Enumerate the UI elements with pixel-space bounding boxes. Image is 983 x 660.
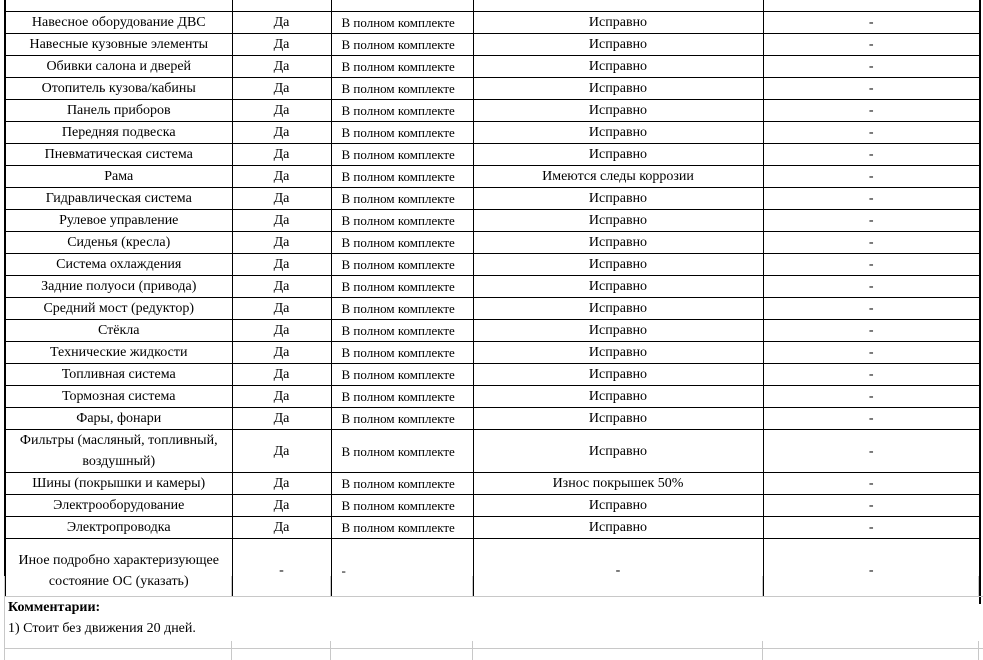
item-name-cell[interactable]: Система охлаждения: [5, 254, 232, 276]
note-cell[interactable]: -: [763, 430, 980, 473]
item-name-cell[interactable]: Электрооборудование: [5, 495, 232, 517]
table-row: [5, 78, 980, 100]
item-name-cell[interactable]: Стёкла: [5, 320, 232, 342]
present-cell[interactable]: Да: [232, 144, 331, 166]
present-cell[interactable]: Да: [232, 122, 331, 144]
table-row: [5, 495, 980, 517]
note-cell[interactable]: -: [763, 517, 980, 539]
condition-cell[interactable]: Исправно: [473, 386, 763, 408]
note-cell[interactable]: -: [763, 298, 980, 320]
condition-cell[interactable]: Исправно: [473, 276, 763, 298]
note-cell[interactable]: -: [763, 166, 980, 188]
table-row: [5, 320, 980, 342]
condition-cell[interactable]: Исправно: [473, 517, 763, 539]
present-cell[interactable]: Да: [232, 408, 331, 430]
completeness-cell[interactable]: В полном комплекте: [331, 254, 473, 276]
completeness-cell[interactable]: В полном комплекте: [331, 166, 473, 188]
item-name-cell[interactable]: Иное подробно характеризующее состояние ОС (указать): [5, 539, 232, 604]
completeness-cell[interactable]: В полном комплекте: [331, 56, 473, 78]
item-name-cell[interactable]: Рама: [5, 166, 232, 188]
completeness-cell[interactable]: -: [331, 539, 473, 604]
table-row: [5, 430, 980, 473]
present-cell[interactable]: Да: [232, 166, 331, 188]
note-cell[interactable]: -: [763, 78, 980, 100]
condition-cell[interactable]: -: [473, 539, 763, 604]
item-name-cell[interactable]: Гидравлическая система: [5, 188, 232, 210]
completeness-cell[interactable]: В полном комплекте: [331, 210, 473, 232]
condition-cell[interactable]: Исправно: [473, 56, 763, 78]
present-cell[interactable]: -: [232, 539, 331, 604]
comments-text: 1) Стоит без движения 20 дней.: [8, 621, 196, 636]
completeness-cell[interactable]: В полном комплекте: [331, 473, 473, 495]
completeness-cell[interactable]: В полном комплекте: [331, 144, 473, 166]
item-name-cell[interactable]: Рулевое управление: [5, 210, 232, 232]
note-cell[interactable]: -: [763, 276, 980, 298]
note-cell[interactable]: -: [763, 34, 980, 56]
condition-cell[interactable]: Исправно: [473, 232, 763, 254]
completeness-cell[interactable]: В полном комплекте: [331, 342, 473, 364]
present-cell[interactable]: Да: [232, 188, 331, 210]
note-cell[interactable]: -: [763, 122, 980, 144]
note-cell[interactable]: -: [763, 495, 980, 517]
completeness-cell[interactable]: В полном комплекте: [331, 34, 473, 56]
condition-cell[interactable]: Исправно: [473, 144, 763, 166]
table-row: [5, 122, 980, 144]
note-cell[interactable]: [763, 0, 980, 12]
table-row: [5, 210, 980, 232]
table-row: [5, 254, 980, 276]
present-cell[interactable]: Да: [232, 232, 331, 254]
note-cell[interactable]: -: [763, 232, 980, 254]
item-name-cell[interactable]: Электропроводка: [5, 517, 232, 539]
condition-cell[interactable]: Исправно: [473, 364, 763, 386]
item-name-cell[interactable]: Навесное оборудование ДВС: [5, 12, 232, 34]
present-cell[interactable]: Да: [232, 495, 331, 517]
note-cell[interactable]: -: [763, 56, 980, 78]
present-cell[interactable]: Да: [232, 276, 331, 298]
table-row: [5, 56, 980, 78]
condition-cell[interactable]: [473, 0, 763, 12]
note-cell[interactable]: -: [763, 320, 980, 342]
table-row: [5, 386, 980, 408]
table-row: [5, 166, 980, 188]
completeness-cell[interactable]: В полном комплекте: [331, 12, 473, 34]
item-name-cell[interactable]: Панель приборов: [5, 100, 232, 122]
completeness-cell[interactable]: В полном комплекте: [331, 188, 473, 210]
completeness-cell[interactable]: В полном комплекте: [331, 78, 473, 100]
item-name-cell[interactable]: Технические жидкости: [5, 342, 232, 364]
present-cell[interactable]: Да: [232, 78, 331, 100]
present-cell[interactable]: Да: [232, 56, 331, 78]
condition-table: [4, 0, 981, 604]
table-row: [5, 517, 980, 539]
note-cell[interactable]: -: [763, 342, 980, 364]
condition-cell[interactable]: Исправно: [473, 210, 763, 232]
item-name-cell[interactable]: Шины (покрышки и камеры): [5, 473, 232, 495]
condition-cell[interactable]: Исправно: [473, 495, 763, 517]
condition-cell[interactable]: Исправно: [473, 78, 763, 100]
condition-cell[interactable]: Исправно: [473, 408, 763, 430]
condition-cell[interactable]: Исправно: [473, 298, 763, 320]
comments-title: Комментарии:: [8, 600, 101, 615]
completeness-cell[interactable]: В полном комплекте: [331, 495, 473, 517]
present-cell[interactable]: Да: [232, 517, 331, 539]
item-name-cell[interactable]: Сиденья (кресла): [5, 232, 232, 254]
grid-line: [4, 648, 983, 649]
completeness-cell[interactable]: В полном комплекте: [331, 276, 473, 298]
completeness-cell[interactable]: В полном комплекте: [331, 122, 473, 144]
item-name-cell[interactable]: Топливная система: [5, 364, 232, 386]
condition-cell[interactable]: Исправно: [473, 430, 763, 473]
item-name-cell[interactable]: Фары, фонари: [5, 408, 232, 430]
table-row: [5, 364, 980, 386]
condition-cell[interactable]: Исправно: [473, 254, 763, 276]
present-cell[interactable]: Да: [232, 12, 331, 34]
item-name-cell[interactable]: Обивки салона и дверей: [5, 56, 232, 78]
condition-cell[interactable]: Износ покрышек 50%: [473, 473, 763, 495]
item-name-cell[interactable]: Навесные кузовные элементы: [5, 34, 232, 56]
note-cell[interactable]: -: [763, 254, 980, 276]
present-cell[interactable]: Да: [232, 100, 331, 122]
table-row: [5, 298, 980, 320]
present-cell[interactable]: Да: [232, 473, 331, 495]
note-cell[interactable]: -: [763, 386, 980, 408]
present-cell[interactable]: Да: [232, 364, 331, 386]
completeness-cell[interactable]: В полном комплекте: [331, 517, 473, 539]
completeness-cell[interactable]: [331, 0, 473, 12]
table-row: [5, 276, 980, 298]
condition-cell[interactable]: Исправно: [473, 34, 763, 56]
present-cell[interactable]: Да: [232, 320, 331, 342]
table-row: [5, 473, 980, 495]
table-row: [5, 0, 980, 12]
completeness-cell[interactable]: В полном комплекте: [331, 408, 473, 430]
item-name-cell[interactable]: Задние полуоси (привода): [5, 276, 232, 298]
table-row: [5, 12, 980, 34]
note-cell[interactable]: -: [763, 144, 980, 166]
note-cell[interactable]: -: [763, 210, 980, 232]
condition-cell[interactable]: Исправно: [473, 122, 763, 144]
completeness-cell[interactable]: В полном комплекте: [331, 386, 473, 408]
completeness-cell[interactable]: В полном комплекте: [331, 364, 473, 386]
note-cell[interactable]: -: [763, 100, 980, 122]
item-name-cell[interactable]: Пневматическая система: [5, 144, 232, 166]
present-cell[interactable]: Да: [232, 254, 331, 276]
present-cell[interactable]: Да: [232, 342, 331, 364]
table-row: [5, 539, 980, 604]
note-cell[interactable]: -: [763, 539, 980, 604]
condition-cell[interactable]: Исправно: [473, 320, 763, 342]
item-name-cell[interactable]: [5, 0, 232, 12]
item-name-cell[interactable]: Тормозная система: [5, 386, 232, 408]
present-cell[interactable]: Да: [232, 430, 331, 473]
present-cell[interactable]: [232, 0, 331, 12]
condition-cell[interactable]: Исправно: [473, 100, 763, 122]
table-row: [5, 232, 980, 254]
completeness-cell[interactable]: В полном комплекте: [331, 320, 473, 342]
note-cell[interactable]: -: [763, 473, 980, 495]
table-row: [5, 34, 980, 56]
table-row: [5, 144, 980, 166]
condition-cell[interactable]: Исправно: [473, 188, 763, 210]
condition-cell[interactable]: Исправно: [473, 12, 763, 34]
table-row: [5, 408, 980, 430]
item-name-cell[interactable]: Отопитель кузова/кабины: [5, 78, 232, 100]
completeness-cell[interactable]: В полном комплекте: [331, 232, 473, 254]
condition-cell[interactable]: Имеются следы коррозии: [473, 166, 763, 188]
table-row: [5, 188, 980, 210]
completeness-cell[interactable]: В полном комплекте: [331, 100, 473, 122]
note-cell[interactable]: -: [763, 188, 980, 210]
item-name-cell[interactable]: Фильтры (масляный, топливный, воздушный): [5, 430, 232, 473]
completeness-cell[interactable]: В полном комплекте: [331, 430, 473, 473]
table-row: [5, 342, 980, 364]
present-cell[interactable]: Да: [232, 298, 331, 320]
item-name-cell[interactable]: Передняя подвеска: [5, 122, 232, 144]
present-cell[interactable]: Да: [232, 34, 331, 56]
present-cell[interactable]: Да: [232, 386, 331, 408]
condition-cell[interactable]: Исправно: [473, 342, 763, 364]
table-row: [5, 100, 980, 122]
item-name-cell[interactable]: Средний мост (редуктор): [5, 298, 232, 320]
present-cell[interactable]: Да: [232, 210, 331, 232]
note-cell[interactable]: -: [763, 364, 980, 386]
completeness-cell[interactable]: В полном комплекте: [331, 298, 473, 320]
note-cell[interactable]: -: [763, 408, 980, 430]
note-cell[interactable]: -: [763, 12, 980, 34]
